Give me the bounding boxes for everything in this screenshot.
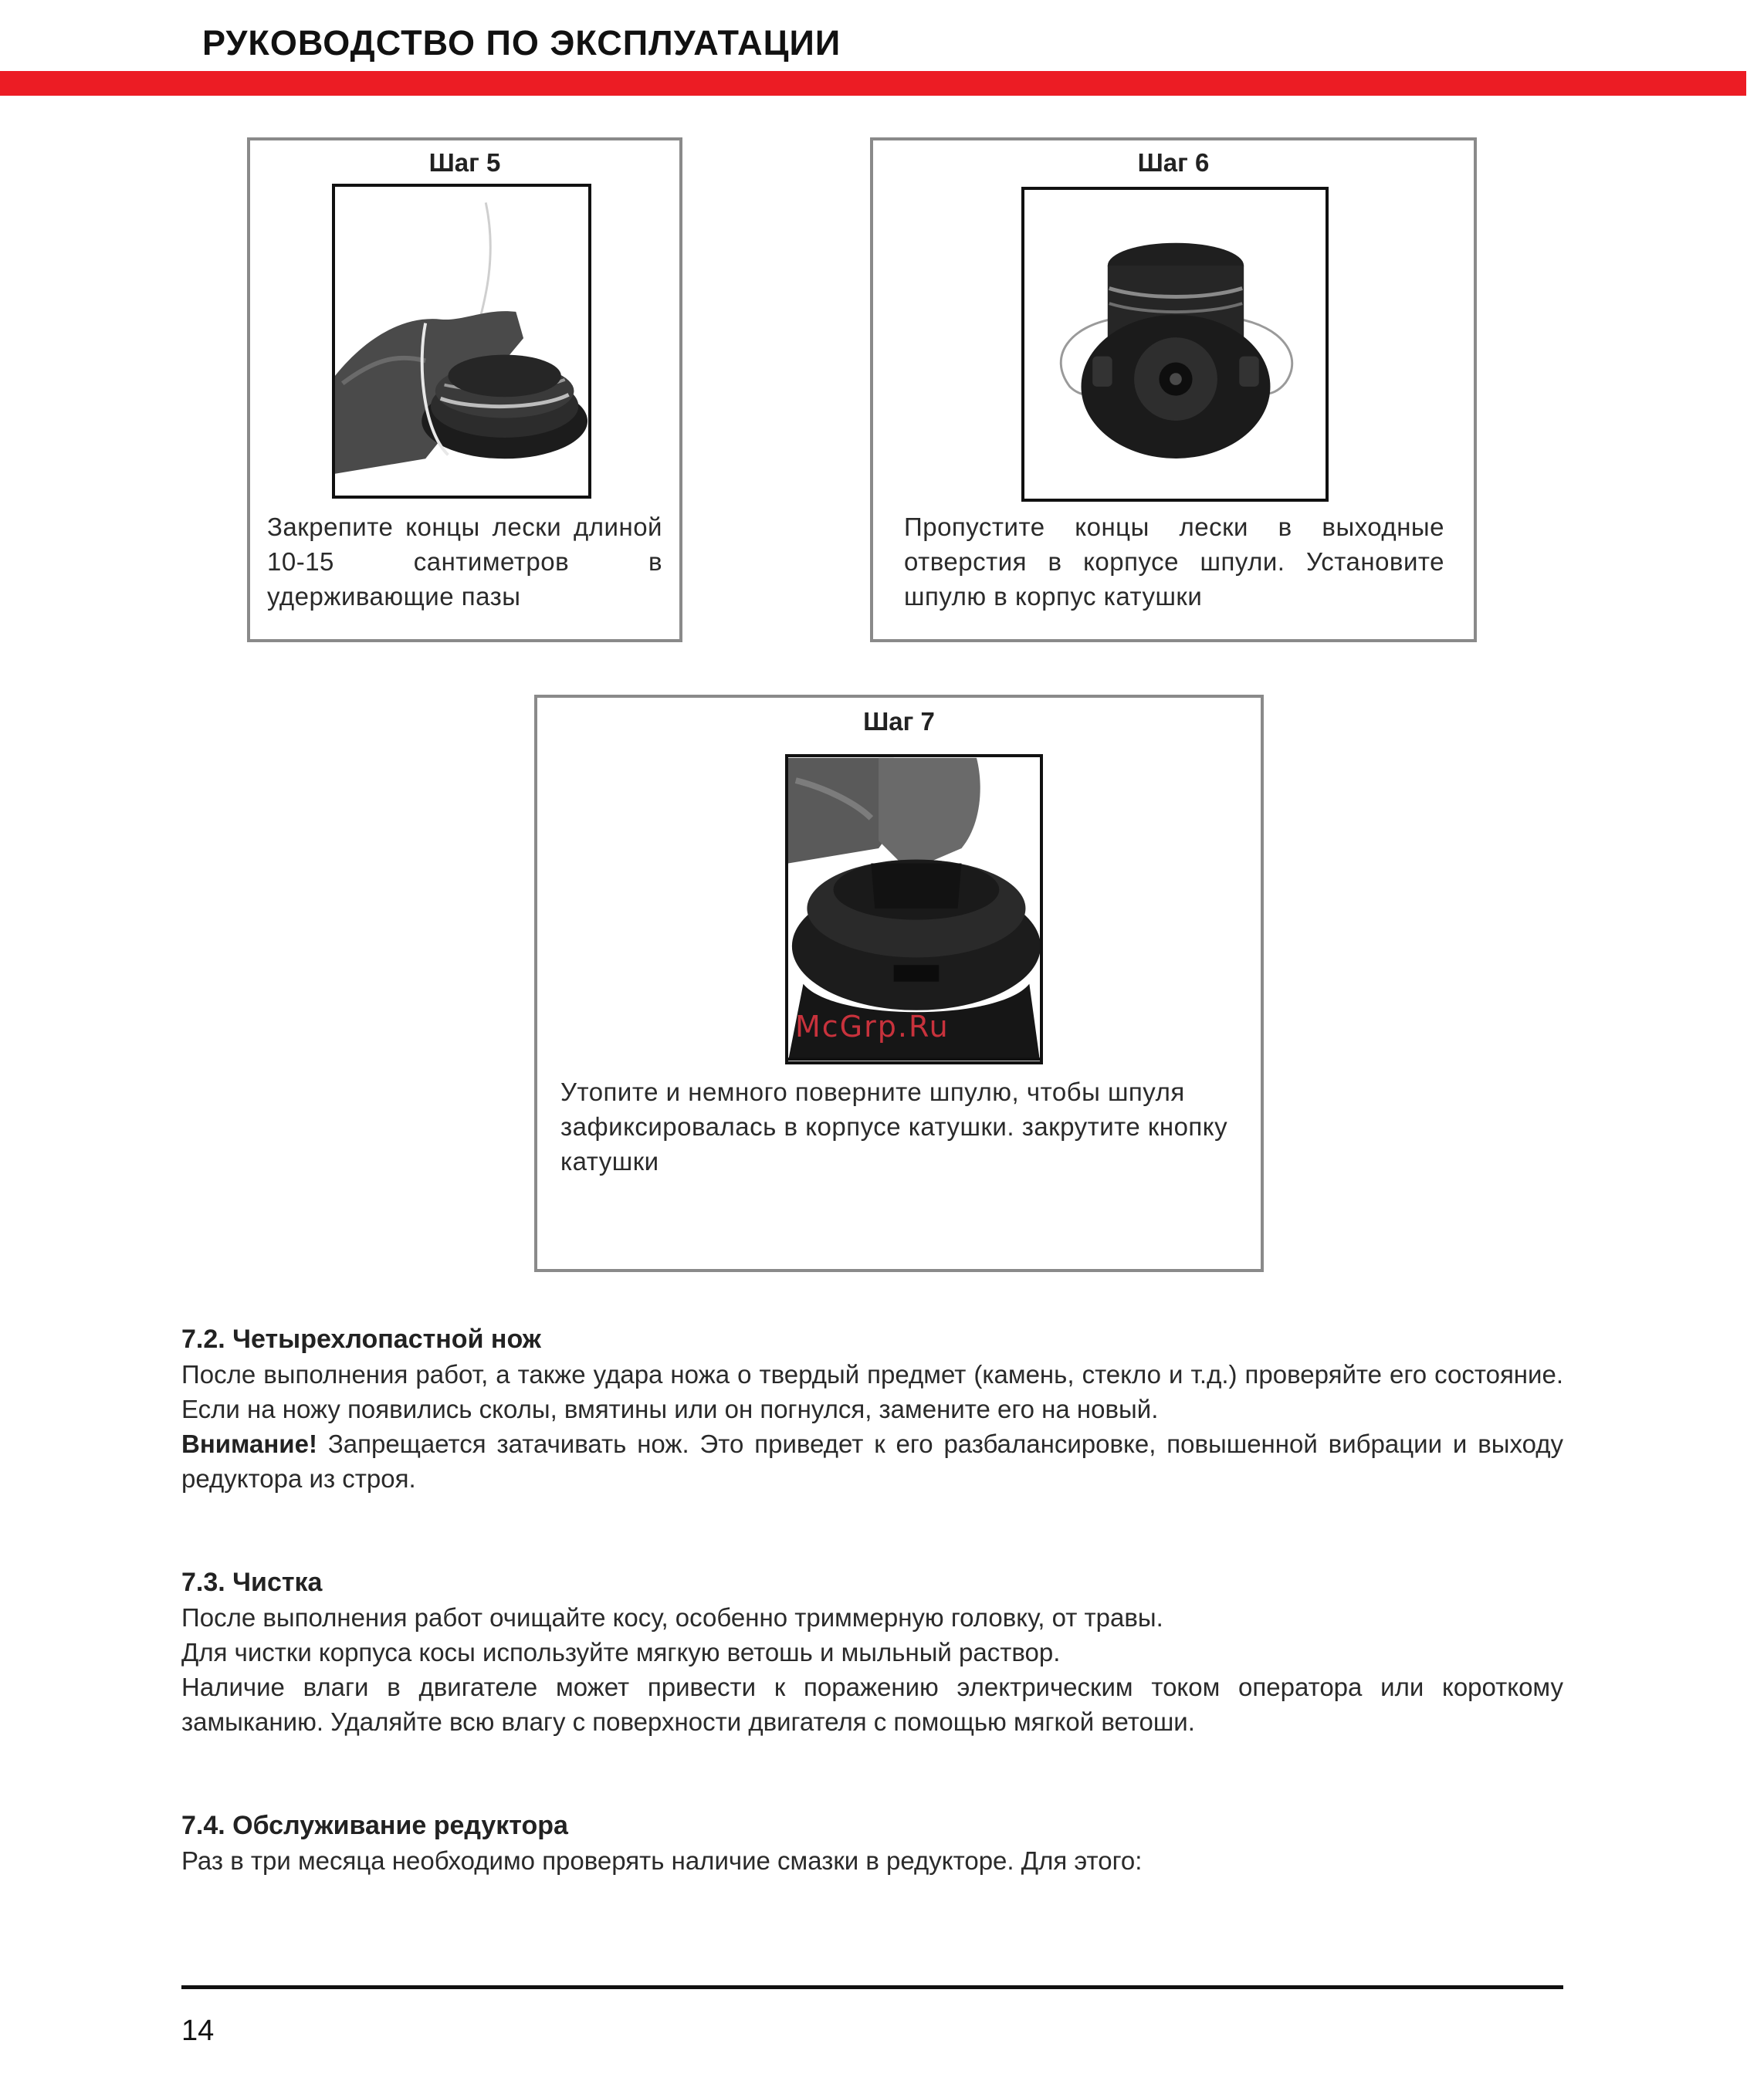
step-5-caption: Закрепите концы лески длиной 10-15 сантиметров в удерживающие пазы <box>267 513 662 611</box>
section-7-3-heading: 7.3. Чистка <box>181 1568 323 1597</box>
section-7-4 <box>181 1809 1563 1878</box>
gloved-hand-spool-illustration <box>335 187 588 496</box>
section-7-2-paragraph: После выполнения работ, а также удара ножа о твердый предмет (камень, стекло и т.д.) проверяйте его состояние. Если на ножу появились сколы, вмятины или он погнулся, замените его на новый. <box>181 1360 1563 1423</box>
section-7-3-line-2: Для чистки корпуса косы используйте мягкую ветошь и мыльный раствор. <box>181 1638 1061 1666</box>
watermark-text: McGrp.Ru <box>795 1010 950 1044</box>
spool-housing-illustration <box>1024 190 1326 499</box>
section-7-2 <box>181 1322 1563 1496</box>
warning-text: Запрещается затачивать нож. Это приведет к его разбалансировке, повышенной вибрации и выходу редуктора из строя. <box>181 1430 1563 1493</box>
step-6-box <box>870 137 1477 642</box>
step-5-photo <box>332 184 591 499</box>
step-5-box <box>247 137 682 642</box>
step-5-title: Шаг 5 <box>428 148 501 177</box>
step-7-title: Шаг 7 <box>863 707 935 736</box>
page-header-title: РУКОВОДСТВО ПО ЭКСПЛУАТАЦИИ <box>202 23 841 63</box>
section-7-4-paragraph: Раз в три месяца необходимо проверять наличие смазки в редукторе. Для этого: <box>181 1846 1143 1875</box>
step-6-title: Шаг 6 <box>1137 148 1210 177</box>
section-7-3-line-1: После выполнения работ очищайте косу, особенно триммерную головку, от травы. <box>181 1603 1163 1632</box>
section-7-3-line-3: Наличие влаги в двигателе может привести к поражению электрическим током оператора или короткому замыканию. Удаляйте всю влагу с поверхности двигателя с помощью мягкой ветоши. <box>181 1673 1563 1736</box>
step-6-caption: Пропустите концы лески в выходные отверстия в корпусе шпули. Установите шпулю в корпус катушки <box>904 513 1444 611</box>
warning-label: Внимание! <box>181 1430 317 1458</box>
section-7-4-heading: 7.4. Обслуживание редуктора <box>181 1811 568 1840</box>
step-7-caption: Утопите и немного поверните шпулю, чтобы шпуля зафиксировалась в корпусе катушки. закрутите кнопку катушки <box>560 1078 1228 1176</box>
step-6-photo <box>1021 187 1329 502</box>
section-7-2-warning <box>181 1426 1563 1496</box>
footer-rule <box>181 1985 1563 1989</box>
section-7-3 <box>181 1565 1563 1739</box>
section-7-2-heading: 7.2. Четырехлопастной нож <box>181 1325 541 1354</box>
step-7-box <box>534 695 1264 1272</box>
page-number: 14 <box>181 2015 215 2047</box>
header-red-bar <box>0 71 1746 96</box>
